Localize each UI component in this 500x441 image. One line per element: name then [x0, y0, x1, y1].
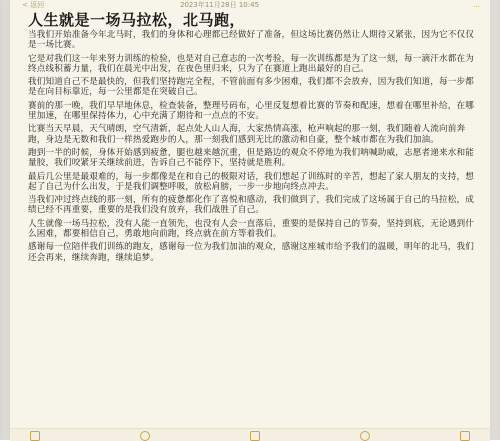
- paragraph: 最后几公里是最艰难的，每一步都像是在和自己的极限对话，我们想起了训练时的辛苦，想起了家人朋友的支持，想起了自己为什么出发，于是我们调整呼吸，放松肩膀，一步一步地向终点冲去。: [28, 171, 474, 192]
- paragraph: 当我们开始准备今年北马时，我们的身体和心理都已经做好了准备，但这场比赛仍然让人期待又紧张，因为它不仅仅是一场比赛。: [28, 30, 474, 51]
- article-title: 人生就是一场马拉松，北马跑，: [28, 11, 246, 29]
- paragraph: 当我们冲过终点线的那一刻，所有的疲惫都化作了喜悦和感动，我们做到了，我们完成了这场属于自己的马拉松，成绩已经不再重要，重要的是我们没有放弃，我们战胜了自己。: [28, 195, 474, 216]
- paragraph: 它是对我们这一年来努力训练的检验，也是对自己意志的一次考验，每一次训练都是为了这一刻，每一滴汗水都在为终点线积蓄力量，我们在晨光中出发，在夜色里归来，只为了在赛道上跑出最好的自己。: [28, 53, 474, 74]
- paragraph: 赛前的那一晚，我们早早地休息，检查装备，整理号码布，心里反复想着比赛的节奏和配速，想着在哪里补给，在哪里加速，在哪里保持体力，心中充满了期待和一点点的不安。: [28, 100, 474, 122]
- paragraph: 感谢每一位陪伴我们训练的跑友，感谢每一位为我们加油的观众，感谢这座城市给予我们的温暖，明年的北马，我们还会再来，继续奔跑，继续追梦。: [28, 242, 474, 263]
- back-button[interactable]: < 返回: [22, 1, 45, 9]
- paragraph: 跑到一半的时候，身体开始感到疲惫，腿也越来越沉重，但是路边的观众不停地为我们呐喊助威，志愿者递来水和能量胶，我们咬紧牙关继续前进，告诉自己不能停下，坚持就是胜利。: [28, 147, 474, 169]
- paragraph: 比赛当天早晨，天气晴朗，空气清新，起点处人山人海，大家热情高涨，枪声响起的那一刻，我们随着人流向前奔跑，身边是无数和我们一样热爱跑步的人，那一刻我们感到无比的激动和自豪，整个城市都在为我们加油。: [28, 124, 466, 145]
- paragraph: 我们知道自己不是最快的，但我们坚持跑完全程，不管前面有多少困难，我们都不会放弃，因为我们知道，每一步都是在向目标靠近，每一公里都是在突破自己。: [28, 77, 474, 98]
- article-body: [28, 30, 474, 266]
- timestamp: 2023年11月28日 10:45: [180, 1, 260, 9]
- paragraph: 人生就像一场马拉松，没有人能一直领先，也没有人会一直落后，重要的是保持自己的节奏，坚持到底，无论遇到什么困难，都要相信自己，勇敢地向前跑，终点就在前方等着我们。: [28, 218, 474, 240]
- article-page: [10, 0, 490, 440]
- more-menu-icon[interactable]: …: [473, 1, 480, 9]
- bottom-toolbar: [10, 428, 490, 441]
